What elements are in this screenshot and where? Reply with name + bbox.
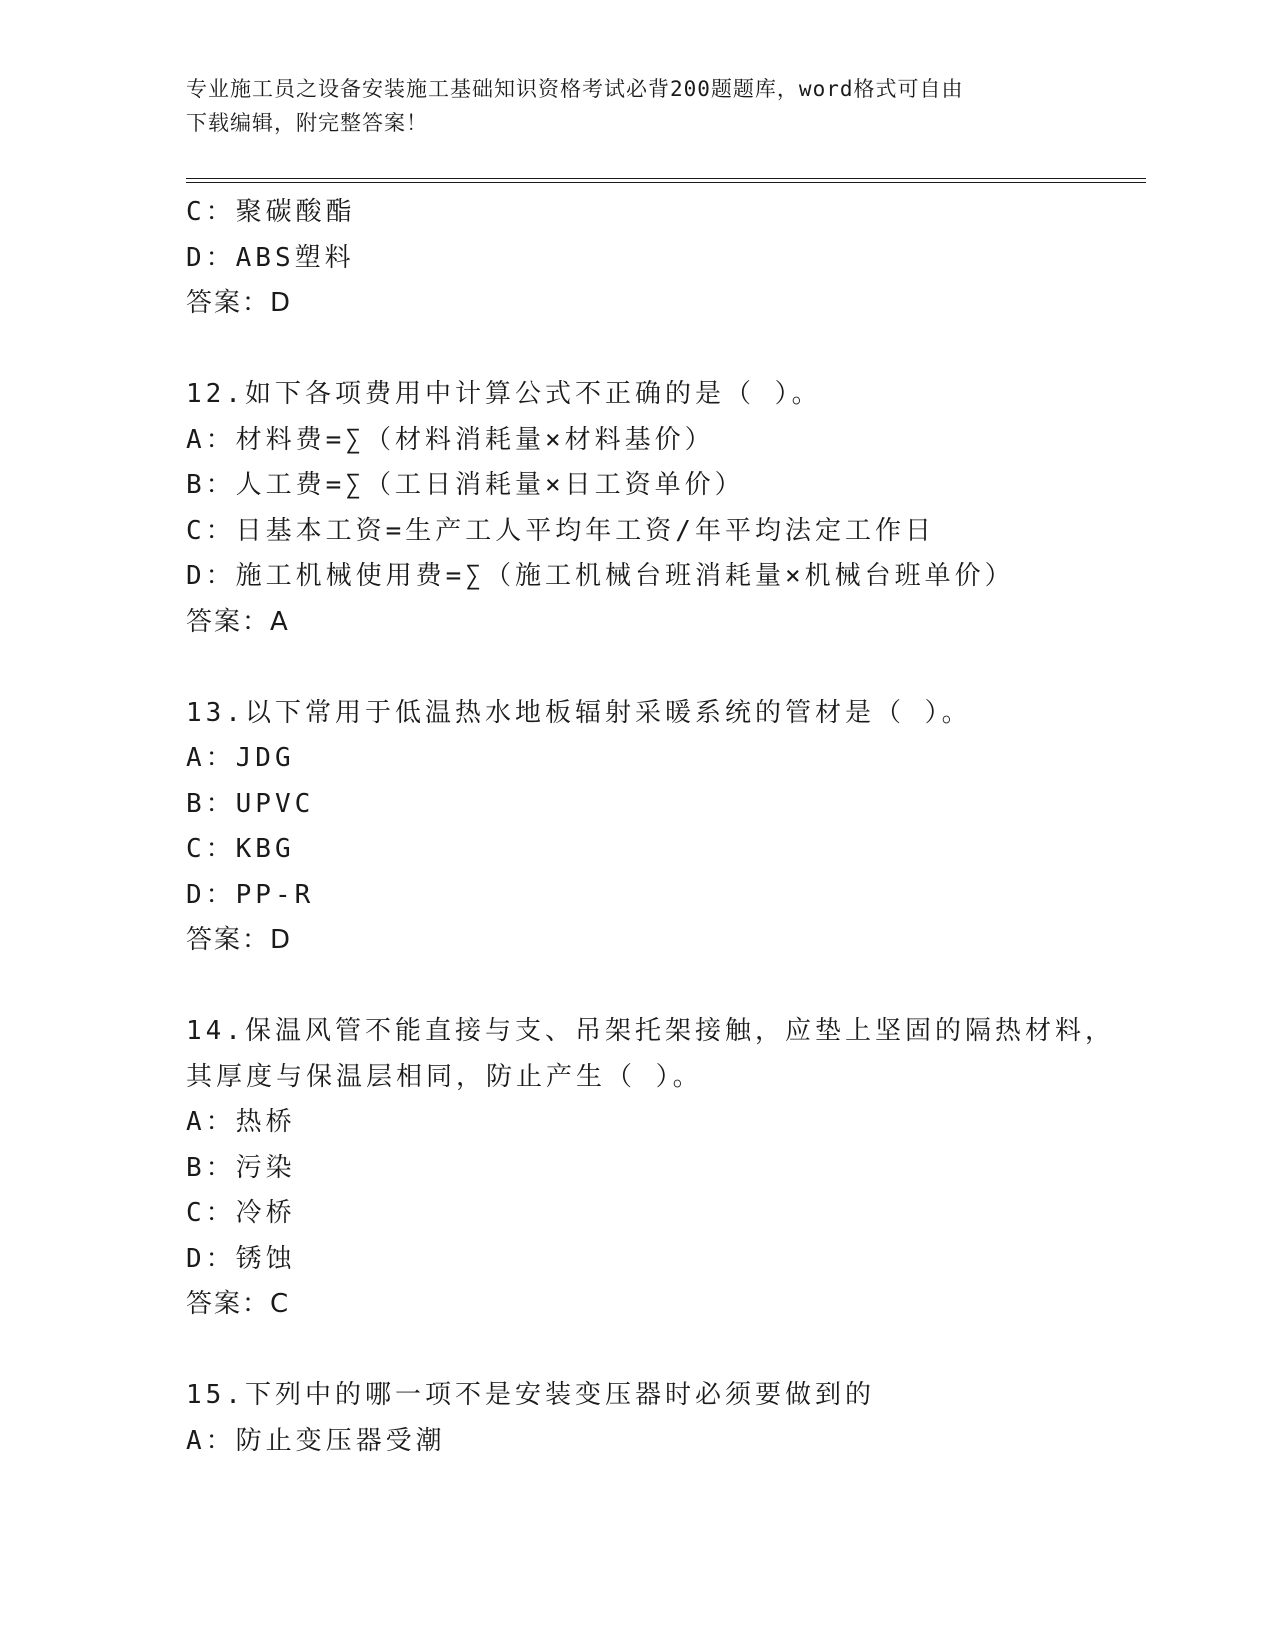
spacer [186,645,1146,691]
question-content [186,190,1146,1464]
header-line-2: 下载编辑，附完整答案！ [186,111,428,135]
text-line: D：施工机械使用费=∑（施工机械台班消耗量×机械台班单价） [186,561,1015,591]
text-line: B：UPVC [186,788,315,819]
text-line: A：材料费=∑（材料消耗量×材料基价） [186,424,715,455]
text-line: C：日基本工资=生产工人平均年工资/年平均法定工作日 [186,515,935,546]
text-line: B：人工费=∑（工日消耗量×日工资单价） [186,470,745,500]
text-line: B：污染 [186,1152,296,1183]
text-line: D：锈蚀 [186,1243,296,1274]
document-header [186,72,1066,140]
spacer [186,1328,1146,1374]
text-line: 14.保温风管不能直接与支、吊架托架接触，应垫上坚固的隔热材料， [186,1016,1115,1046]
answer-line: 答案：D [186,288,293,318]
text-line: C：冷桥 [186,1198,296,1228]
answer-line: 答案：D [186,925,293,955]
spacer [186,327,1146,373]
spacer [186,964,1146,1010]
text-line: A：热桥 [186,1107,296,1137]
header-divider-bottom [186,182,1146,183]
text-line: 15.下列中的哪一项不是安装变压器时必须要做到的 [186,1380,875,1410]
text-line: 13.以下常用于低温热水地板辐射采暖系统的管材是（ ）。 [186,697,972,728]
text-line: C：聚碳酸酯 [186,197,356,227]
text-line: C：KBG [186,834,295,864]
text-line: D：PP-R [186,879,315,910]
answer-line: 答案：C [186,1289,291,1319]
answer-line: 答案：A [186,606,290,637]
header-divider-top [186,178,1146,179]
header-line-1: 专业施工员之设备安装施工基础知识资格考试必背200题题库，word格式可自由 [186,77,964,101]
text-line: D：ABS塑料 [186,242,355,273]
text-line: 其厚度与保温层相同，防止产生（ ）。 [186,1061,703,1092]
text-line: A：JDG [186,743,295,773]
text-line: 12.如下各项费用中计算公式不正确的是（ ）。 [186,379,822,409]
text-line: A：防止变压器受潮 [186,1425,446,1456]
